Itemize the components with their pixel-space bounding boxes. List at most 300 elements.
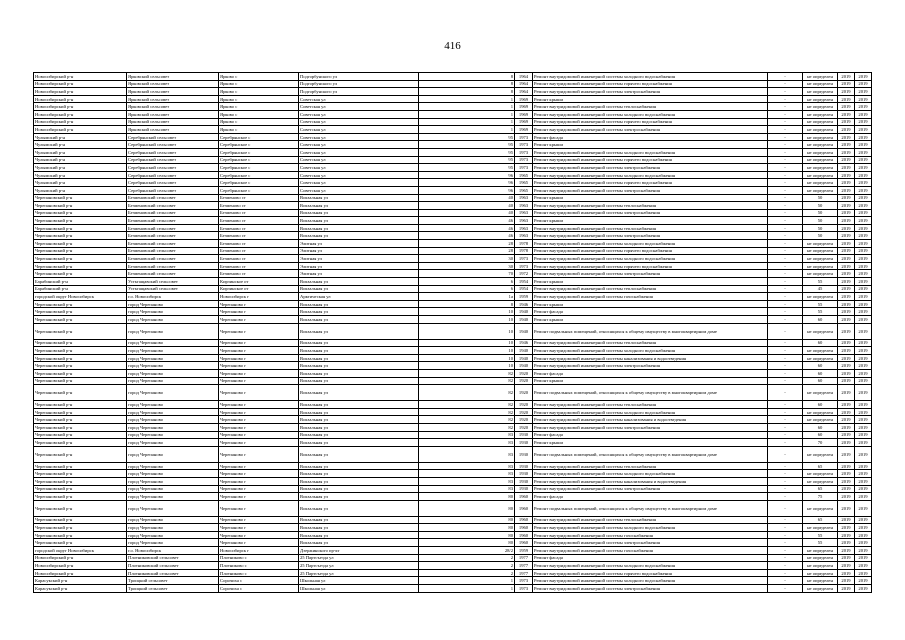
work-type-cell: Ремонт фасада <box>533 369 768 377</box>
start-year-cell: 2019 <box>838 423 855 431</box>
funding-cell: - <box>768 423 803 431</box>
end-year-cell: 2019 <box>855 516 872 524</box>
street-cell: Вокзальная ул <box>299 377 419 385</box>
start-year-cell: 2019 <box>838 462 855 470</box>
house-cell: 6 <box>419 278 515 286</box>
settlement-cell: город Черепаново <box>127 316 219 324</box>
settlement-cell: Серебрянский сельсовет <box>127 186 219 194</box>
year-cell: 1965 <box>515 179 533 187</box>
settlement-cell: Троицкий сельсовет <box>127 585 219 593</box>
funding-cell: - <box>768 408 803 416</box>
street-cell: Вокзальная ул <box>299 516 419 524</box>
house-cell: 10 <box>419 362 515 370</box>
district-cell: Черепановский р-н <box>34 385 127 401</box>
settlement-cell: Серебрянский сельсовет <box>127 156 219 164</box>
street-cell: 25 Партсъезда ул <box>299 569 419 577</box>
year-cell: 1969 <box>515 118 533 126</box>
cost-cell: 60 <box>803 423 838 431</box>
street-cell: Вокзальная ул <box>299 347 419 355</box>
year-cell: 1930 <box>515 446 533 462</box>
locality-cell: Ярково с <box>219 118 299 126</box>
end-year-cell: 2019 <box>855 408 872 416</box>
work-type-cell: Ремонт фасада <box>533 308 768 316</box>
year-cell: 1920 <box>515 369 533 377</box>
end-year-cell: 2019 <box>855 164 872 172</box>
locality-cell: Ярково с <box>219 103 299 111</box>
table-row <box>34 194 872 202</box>
table-row <box>34 110 872 118</box>
work-type-cell: Ремонт внутридомовой инженерной системы газоснабжения <box>533 547 768 555</box>
street-cell: Вокзальная ул <box>299 423 419 431</box>
cost-cell: не определен <box>803 477 838 485</box>
funding-cell: - <box>768 339 803 347</box>
cost-cell: не определен <box>803 240 838 248</box>
house-cell: 8 <box>419 300 515 308</box>
start-year-cell: 2019 <box>838 308 855 316</box>
year-cell: 1963 <box>515 217 533 225</box>
house-cell: 1 <box>419 585 515 593</box>
street-cell: Советская ул <box>299 186 419 194</box>
end-year-cell: 2019 <box>855 194 872 202</box>
house-cell: 82 <box>419 377 515 385</box>
street-cell: Советская ул <box>299 171 419 179</box>
year-cell: 1973 <box>515 133 533 141</box>
house-cell: 10 <box>419 339 515 347</box>
cost-cell: не определен <box>803 133 838 141</box>
table-row <box>34 531 872 539</box>
funding-cell: - <box>768 148 803 156</box>
locality-cell: Черепаново г <box>219 377 299 385</box>
start-year-cell: 2019 <box>838 209 855 217</box>
start-year-cell: 2019 <box>838 470 855 478</box>
street-cell: Вокзальная ул <box>299 339 419 347</box>
street-cell: Вокзальная ул <box>299 524 419 532</box>
district-cell: Черепановский р-н <box>34 217 127 225</box>
cost-cell: не определен <box>803 179 838 187</box>
funding-cell: - <box>768 217 803 225</box>
year-cell: 1973 <box>515 577 533 585</box>
table-row <box>34 377 872 385</box>
house-cell: 83 <box>419 431 515 439</box>
district-cell: Черепановский р-н <box>34 347 127 355</box>
work-type-cell: Ремонт внутридомовой инженерной системы электроснабжения <box>533 209 768 217</box>
locality-cell: Сорочиха с <box>219 577 299 585</box>
work-type-cell: Ремонт внутридомовой инженерной системы электроснабжения <box>533 232 768 240</box>
street-cell: Вокзальная ул <box>299 470 419 478</box>
table-row <box>34 562 872 570</box>
house-cell: 83 <box>419 485 515 493</box>
locality-cell: Черепаново г <box>219 485 299 493</box>
end-year-cell: 2019 <box>855 385 872 401</box>
locality-cell: Безменово ст <box>219 255 299 263</box>
settlement-cell: Устьтащавский сельсовет <box>127 285 219 293</box>
cost-cell: не определен <box>803 554 838 562</box>
work-type-cell: Ремонт крыши <box>533 300 768 308</box>
cost-cell: не определен <box>803 577 838 585</box>
district-cell: Чулымский р-н <box>34 186 127 194</box>
locality-cell: Черепаново г <box>219 385 299 401</box>
start-year-cell: 2019 <box>838 362 855 370</box>
district-cell: Черепановский р-н <box>34 462 127 470</box>
locality-cell: Черепаново г <box>219 516 299 524</box>
cost-cell: 60 <box>803 362 838 370</box>
district-cell: Черепановский р-н <box>34 439 127 447</box>
settlement-cell: город Черепаново <box>127 462 219 470</box>
table-row <box>34 255 872 263</box>
funding-cell: - <box>768 240 803 248</box>
cost-cell: не определен <box>803 408 838 416</box>
street-cell: Вокзальная ул <box>299 408 419 416</box>
settlement-cell: город Черепаново <box>127 308 219 316</box>
year-cell: 1954 <box>515 278 533 286</box>
locality-cell: Черепаново г <box>219 316 299 324</box>
start-year-cell: 2019 <box>838 408 855 416</box>
house-cell: 82 <box>419 369 515 377</box>
work-type-cell: Ремонт внутридомовой инженерной системы электроснабжения <box>533 270 768 278</box>
end-year-cell: 2019 <box>855 300 872 308</box>
work-type-cell: Ремонт крыши <box>533 278 768 286</box>
house-cell: 8 <box>419 80 515 88</box>
cost-cell: 65 <box>803 516 838 524</box>
locality-cell: Плотниково с <box>219 562 299 570</box>
district-cell: Черепановский р-н <box>34 270 127 278</box>
table-row <box>34 485 872 493</box>
cost-cell: 55 <box>803 300 838 308</box>
district-cell: Новосибирский р-н <box>34 569 127 577</box>
locality-cell: Черепаново г <box>219 416 299 424</box>
house-cell: 82 <box>419 423 515 431</box>
year-cell: 1930 <box>515 431 533 439</box>
work-type-cell: Ремонт внутридомовой инженерной системы электроснабжения <box>533 423 768 431</box>
cost-cell: 60 <box>803 377 838 385</box>
funding-cell: - <box>768 500 803 516</box>
locality-cell: Безменово ст <box>219 270 299 278</box>
settlement-cell: Ярковский сельсовет <box>127 103 219 111</box>
end-year-cell: 2019 <box>855 377 872 385</box>
table-row <box>34 164 872 172</box>
end-year-cell: 2019 <box>855 470 872 478</box>
funding-cell: - <box>768 485 803 493</box>
house-cell: 30 <box>419 255 515 263</box>
street-cell: Вокзальная ул <box>299 539 419 547</box>
year-cell: 1920 <box>515 408 533 416</box>
street-cell: Вокзальная ул <box>299 194 419 202</box>
cost-cell: 50 <box>803 209 838 217</box>
settlement-cell: город Черепаново <box>127 493 219 501</box>
locality-cell: Кирзинское от <box>219 278 299 286</box>
cost-cell: не определен <box>803 148 838 156</box>
cost-cell: 70 <box>803 439 838 447</box>
table-row <box>34 477 872 485</box>
year-cell: 1965 <box>515 186 533 194</box>
district-cell: Черепановский р-н <box>34 493 127 501</box>
funding-cell: - <box>768 369 803 377</box>
work-type-cell: Ремонт крыши <box>533 377 768 385</box>
street-cell: Подгорбунского ул <box>299 80 419 88</box>
year-cell: 1963 <box>515 224 533 232</box>
end-year-cell: 2019 <box>855 270 872 278</box>
year-cell: 1972 <box>515 270 533 278</box>
settlement-cell: город Черепаново <box>127 531 219 539</box>
district-cell: Черепановский р-н <box>34 408 127 416</box>
street-cell: Элитная ул <box>299 255 419 263</box>
street-cell: Элитная ул <box>299 270 419 278</box>
end-year-cell: 2019 <box>855 179 872 187</box>
settlement-cell: Безменовский сельсовет <box>127 240 219 248</box>
funding-cell: - <box>768 262 803 270</box>
district-cell: Карасукский р-н <box>34 585 127 593</box>
work-type-cell: Ремонт внутридомовой инженерной системы холодного водоснабжения <box>533 524 768 532</box>
year-cell: 1946 <box>515 339 533 347</box>
district-cell: Черепановский р-н <box>34 362 127 370</box>
house-cell: 40 <box>419 209 515 217</box>
settlement-cell: Безменовский сельсовет <box>127 270 219 278</box>
street-cell: Вокзальная ул <box>299 323 419 339</box>
district-cell: Чулымский р-н <box>34 171 127 179</box>
start-year-cell: 2019 <box>838 485 855 493</box>
settlement-cell: Троицкий сельсовет <box>127 577 219 585</box>
settlement-cell: город Черепаново <box>127 446 219 462</box>
work-type-cell: Ремонт внутридомовой инженерной системы холодного водоснабжения <box>533 562 768 570</box>
house-cell: 83 <box>419 477 515 485</box>
street-cell: Вокзальная ул <box>299 300 419 308</box>
work-type-cell: Ремонт внутридомовой инженерной системы горячего водоснабжения <box>533 118 768 126</box>
work-type-cell: Ремонт внутридомовой инженерной системы электроснабжения <box>533 186 768 194</box>
cost-cell: 50 <box>803 232 838 240</box>
end-year-cell: 2019 <box>855 141 872 149</box>
start-year-cell: 2019 <box>838 369 855 377</box>
settlement-cell: город Черепаново <box>127 477 219 485</box>
end-year-cell: 2019 <box>855 401 872 409</box>
street-cell: Вокзальная ул <box>299 369 419 377</box>
end-year-cell: 2019 <box>855 171 872 179</box>
settlement-cell: Ярковский сельсовет <box>127 80 219 88</box>
district-cell: Черепановский р-н <box>34 416 127 424</box>
cost-cell: не определен <box>803 156 838 164</box>
table-row <box>34 202 872 210</box>
start-year-cell: 2019 <box>838 493 855 501</box>
funding-cell: - <box>768 308 803 316</box>
start-year-cell: 2019 <box>838 439 855 447</box>
street-cell: Советская ул <box>299 118 419 126</box>
cost-cell: 60 <box>803 316 838 324</box>
table-row <box>34 156 872 164</box>
house-cell: 1 <box>419 110 515 118</box>
house-cell: 40 <box>419 202 515 210</box>
start-year-cell: 2019 <box>838 255 855 263</box>
house-cell: 2 <box>419 562 515 570</box>
start-year-cell: 2019 <box>838 554 855 562</box>
funding-cell: - <box>768 88 803 96</box>
street-cell: Вокзальная ул <box>299 308 419 316</box>
house-cell: 83 <box>419 462 515 470</box>
year-cell: 1930 <box>515 439 533 447</box>
house-cell: 80 <box>419 539 515 547</box>
street-cell: 25 Партсъезда ул <box>299 554 419 562</box>
cost-cell: не определен <box>803 524 838 532</box>
work-type-cell: Ремонт внутридомовой инженерной системы холодного водоснабжения <box>533 110 768 118</box>
start-year-cell: 2019 <box>838 103 855 111</box>
funding-cell: - <box>768 577 803 585</box>
locality-cell: Черепаново г <box>219 446 299 462</box>
table-row <box>34 439 872 447</box>
house-cell: 80 <box>419 531 515 539</box>
funding-cell: - <box>768 118 803 126</box>
end-year-cell: 2019 <box>855 126 872 134</box>
work-type-cell: Ремонт внутридомовой инженерной системы холодного водоснабжения <box>533 470 768 478</box>
year-cell: 1973 <box>515 262 533 270</box>
house-cell: 83 <box>419 470 515 478</box>
district-cell: Черепановский р-н <box>34 431 127 439</box>
start-year-cell: 2019 <box>838 194 855 202</box>
district-cell: Новосибирский р-н <box>34 118 127 126</box>
work-type-cell: Ремонт внутридомовой инженерной системы холодного водоснабжения <box>533 171 768 179</box>
work-type-cell: Ремонт внутридомовой инженерной системы электроснабжения <box>533 539 768 547</box>
work-type-cell: Ремонт внутридомовой инженерной системы горячего водоснабжения <box>533 179 768 187</box>
year-cell: 1969 <box>515 126 533 134</box>
end-year-cell: 2019 <box>855 362 872 370</box>
funding-cell: - <box>768 126 803 134</box>
start-year-cell: 2019 <box>838 377 855 385</box>
house-cell: 96 <box>419 186 515 194</box>
settlement-cell: Ярковский сельсовет <box>127 88 219 96</box>
locality-cell: Черепаново г <box>219 439 299 447</box>
settlement-cell: город Черепаново <box>127 369 219 377</box>
table-row <box>34 554 872 562</box>
start-year-cell: 2019 <box>838 110 855 118</box>
settlement-cell: Серебрянский сельсовет <box>127 133 219 141</box>
district-cell: Чулымский р-н <box>34 133 127 141</box>
start-year-cell: 2019 <box>838 585 855 593</box>
table-row <box>34 209 872 217</box>
cost-cell: не определен <box>803 293 838 301</box>
cost-cell: 60 <box>803 339 838 347</box>
end-year-cell: 2019 <box>855 485 872 493</box>
locality-cell: Ярково с <box>219 110 299 118</box>
funding-cell: - <box>768 255 803 263</box>
funding-cell: - <box>768 385 803 401</box>
start-year-cell: 2019 <box>838 300 855 308</box>
street-cell: Советская ул <box>299 133 419 141</box>
street-cell: Советская ул <box>299 148 419 156</box>
start-year-cell: 2019 <box>838 354 855 362</box>
start-year-cell: 2019 <box>838 477 855 485</box>
district-cell: Чулымский р-н <box>34 148 127 156</box>
start-year-cell: 2019 <box>838 316 855 324</box>
house-cell: 46 <box>419 232 515 240</box>
house-cell: 46 <box>419 224 515 232</box>
settlement-cell: Ярковский сельсовет <box>127 110 219 118</box>
funding-cell: - <box>768 80 803 88</box>
settlement-cell: город Черепаново <box>127 401 219 409</box>
funding-cell: - <box>768 202 803 210</box>
district-cell: Черепановский р-н <box>34 240 127 248</box>
district-cell: Новосибирский р-н <box>34 88 127 96</box>
year-cell: 1977 <box>515 569 533 577</box>
locality-cell: Серебрянское с <box>219 148 299 156</box>
district-cell: Черепановский р-н <box>34 377 127 385</box>
funding-cell: - <box>768 316 803 324</box>
work-type-cell: Ремонт внутридомовой инженерной системы электроснабжения <box>533 362 768 370</box>
settlement-cell: город Черепаново <box>127 439 219 447</box>
street-cell: Советская ул <box>299 126 419 134</box>
locality-cell: Черепаново г <box>219 308 299 316</box>
cost-cell: 60 <box>803 369 838 377</box>
locality-cell: Черепаново г <box>219 401 299 409</box>
start-year-cell: 2019 <box>838 156 855 164</box>
work-type-cell: Ремонт подвальных помещений, относящихся к общему имуществу в многоквартирном доме <box>533 323 768 339</box>
table-row <box>34 148 872 156</box>
funding-cell: - <box>768 73 803 81</box>
cost-cell: не определен <box>803 416 838 424</box>
cost-cell: не определен <box>803 95 838 103</box>
year-cell: 1973 <box>515 148 533 156</box>
end-year-cell: 2019 <box>855 347 872 355</box>
district-cell: Новосибирский р-н <box>34 554 127 562</box>
street-cell: Советская ул <box>299 164 419 172</box>
year-cell: 1940 <box>515 316 533 324</box>
street-cell: Вокзальная ул <box>299 209 419 217</box>
table-row <box>34 516 872 524</box>
settlement-cell: город Черепаново <box>127 339 219 347</box>
year-cell: 1960 <box>515 539 533 547</box>
locality-cell: Черепаново г <box>219 408 299 416</box>
table-row <box>34 270 872 278</box>
work-type-cell: Ремонт крыши <box>533 316 768 324</box>
street-cell: Дзержинского пр-кт <box>299 547 419 555</box>
start-year-cell: 2019 <box>838 148 855 156</box>
end-year-cell: 2019 <box>855 524 872 532</box>
district-cell: городской округ Новосибирск <box>34 293 127 301</box>
cost-cell: 75 <box>803 493 838 501</box>
house-cell: 95 <box>419 141 515 149</box>
settlement-cell: Серебрянский сельсовет <box>127 141 219 149</box>
district-cell: Чулымский р-н <box>34 141 127 149</box>
end-year-cell: 2019 <box>855 585 872 593</box>
district-cell: Чулымский р-н <box>34 179 127 187</box>
cost-cell: не определен <box>803 470 838 478</box>
locality-cell: Серебрянское с <box>219 133 299 141</box>
cost-cell: не определен <box>803 80 838 88</box>
funding-cell: - <box>768 431 803 439</box>
work-type-cell: Ремонт внутридомовой инженерной системы горячего водоснабжения <box>533 569 768 577</box>
street-cell: Школьная ул <box>299 585 419 593</box>
year-cell: 1960 <box>515 524 533 532</box>
start-year-cell: 2019 <box>838 293 855 301</box>
funding-cell: - <box>768 516 803 524</box>
street-cell: Вокзальная ул <box>299 224 419 232</box>
funding-cell: - <box>768 362 803 370</box>
end-year-cell: 2019 <box>855 323 872 339</box>
funding-cell: - <box>768 416 803 424</box>
cost-cell: не определен <box>803 73 838 81</box>
locality-cell: Серебрянское с <box>219 186 299 194</box>
year-cell: 1954 <box>515 285 533 293</box>
house-cell: 40 <box>419 194 515 202</box>
street-cell: Вокзальная ул <box>299 401 419 409</box>
district-cell: Черепановский р-н <box>34 470 127 478</box>
end-year-cell: 2019 <box>855 232 872 240</box>
funding-cell: - <box>768 323 803 339</box>
table-row <box>34 577 872 585</box>
street-cell: Элитная ул <box>299 262 419 270</box>
locality-cell: Серебрянское с <box>219 141 299 149</box>
street-cell: Вокзальная ул <box>299 446 419 462</box>
work-type-cell: Ремонт внутридомовой инженерной системы канализования и водоотведения <box>533 477 768 485</box>
settlement-cell: город Черепаново <box>127 300 219 308</box>
street-cell: Советская ул <box>299 141 419 149</box>
settlement-cell: Безменовский сельсовет <box>127 262 219 270</box>
